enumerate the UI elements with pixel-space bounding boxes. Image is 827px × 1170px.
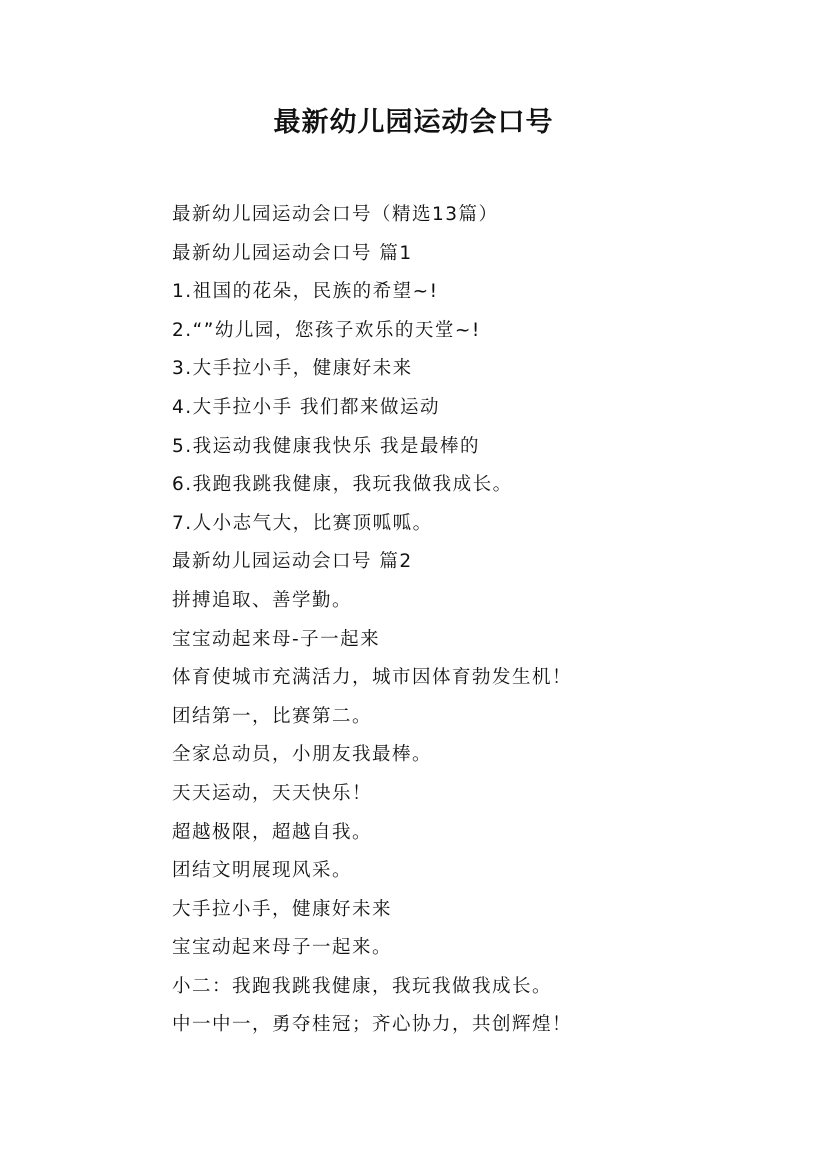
list-item: 拼搏追取、善学勤。: [172, 589, 353, 611]
page-title: 最新幼儿园运动会口号: [273, 107, 554, 138]
list-item: 4.大手拉小手 我们都来做运动: [172, 396, 441, 418]
section-heading: 最新幼儿园运动会口号 篇1: [172, 242, 413, 264]
list-item: 团结文明展现风采。: [172, 860, 353, 882]
list-item: 7.人小志气大，比赛顶呱呱。: [172, 512, 433, 534]
list-item: 超越极限，超越自我。: [172, 821, 373, 843]
list-item: 中一中一，勇夺桂冠；齐心协力，共创辉煌！: [172, 1014, 573, 1036]
list-item: 天天运动，天天快乐！: [172, 782, 373, 804]
list-item: 全家总动员，小朋友我最棒。: [172, 744, 433, 766]
list-item: 团结第一，比赛第二。: [172, 705, 373, 727]
intro-line: 最新幼儿园运动会口号（精选13篇）: [172, 204, 499, 225]
document-body: [172, 196, 772, 1045]
list-item: 宝宝动起来母-子一起来: [172, 628, 381, 650]
list-item: 小二：我跑我跳我健康，我玩我做我成长。: [172, 975, 553, 997]
list-item: 大手拉小手，健康好未来: [172, 898, 393, 920]
section-heading: 最新幼儿园运动会口号 篇2: [172, 551, 413, 573]
list-item: 6.我跑我跳我健康，我玩我做我成长。: [172, 474, 513, 496]
list-item: 宝宝动起来母子一起来。: [172, 937, 393, 959]
list-item: 5.我运动我健康我快乐 我是最棒的: [172, 435, 481, 457]
list-item: 2.“”幼儿园，您孩子欢乐的天堂~!: [172, 319, 481, 341]
list-item: 体育使城市充满活力，城市因体育勃发生机！: [172, 667, 573, 689]
list-item: 1.祖国的花朵，民族的希望~!: [172, 281, 439, 303]
list-item: 3.大手拉小手，健康好未来: [172, 358, 413, 380]
